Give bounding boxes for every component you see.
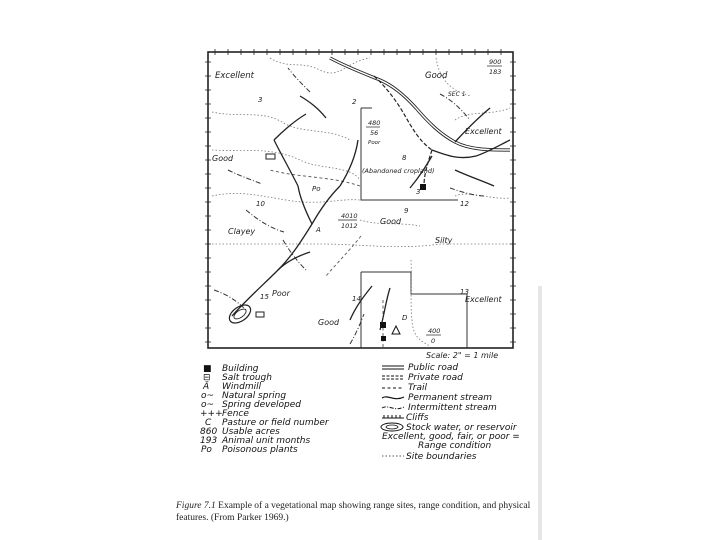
fraction-n: [366, 119, 380, 137]
svg-text:Poisonous plants: Poisonous plants: [222, 445, 298, 455]
svg-text:Building: Building: [222, 364, 259, 374]
svg-text:Public road: Public road: [408, 363, 459, 373]
legend-item: [382, 403, 497, 413]
svg-text:Permanent stream: Permanent stream: [408, 393, 493, 403]
svg-text:Salt trough: Salt trough: [222, 373, 272, 383]
svg-text:400: 400: [428, 327, 441, 335]
legend-item: [201, 445, 298, 455]
svg-text:o~: o~: [201, 391, 215, 401]
svg-text:860: 860: [200, 427, 218, 437]
map-label: Silty: [435, 236, 453, 245]
svg-text:Private road: Private road: [408, 373, 463, 383]
svg-text:183: 183: [489, 68, 502, 76]
svg-text:Spring developed: Spring developed: [222, 400, 301, 410]
map-label: Excellent: [465, 295, 502, 304]
field-number: D: [402, 314, 408, 322]
svg-text:Natural spring: Natural spring: [222, 391, 287, 401]
legend-item: [382, 363, 458, 373]
building-icon: [420, 184, 426, 190]
svg-text:C: C: [205, 418, 212, 428]
field-number: 3: [258, 96, 263, 104]
map-label: Good: [380, 217, 402, 226]
field-number: 15: [260, 293, 269, 301]
svg-text:+++: +++: [200, 409, 223, 419]
legend-item: [382, 393, 492, 403]
map-label: Poor: [272, 289, 290, 298]
svg-text:■: ■: [203, 364, 212, 374]
svg-text:Cliffs: Cliffs: [406, 413, 429, 423]
svg-text:o~: o~: [201, 400, 215, 410]
windmill-icon: [392, 326, 400, 334]
field-number: A: [316, 226, 321, 234]
svg-text:Ä: Ä: [203, 382, 210, 392]
svg-text:Animal unit months: Animal unit months: [222, 436, 311, 446]
field-number: 8: [402, 154, 407, 162]
svg-text:Trail: Trail: [408, 383, 428, 393]
map-label: Excellent: [215, 71, 254, 81]
svg-text:Excellent, good, fair, or poor: Excellent, good, fair, or poor =: [382, 432, 520, 442]
svg-text:Range condition: Range condition: [418, 441, 492, 451]
svg-text:Stock water, or reservoir: Stock water, or reservoir: [406, 423, 517, 433]
svg-text:Pasture or field number: Pasture or field number: [222, 418, 329, 428]
map-label: Clayey: [228, 227, 256, 236]
svg-text:Intermittent stream: Intermittent stream: [408, 403, 497, 413]
map-label: SEC 1: [448, 91, 466, 98]
svg-text:Po: Po: [201, 445, 212, 455]
field-number: 14: [352, 295, 361, 303]
salt-trough-icon: [256, 312, 264, 317]
svg-text:900: 900: [489, 58, 502, 66]
intermittent-streams: [214, 68, 486, 344]
svg-text:1012: 1012: [341, 222, 358, 230]
svg-text:Usable acres: Usable acres: [222, 427, 280, 437]
field-number: 12: [460, 200, 469, 208]
field-number: 3: [416, 188, 421, 196]
legend-item: [382, 452, 477, 462]
fraction-ne: [487, 58, 502, 76]
legend-item: [382, 373, 463, 383]
map-label: Good: [425, 71, 448, 81]
caption-text: Example of a vegetational map showing range sites, range condition, and physical features. (From Parker 1969.): [176, 501, 531, 523]
svg-text:0: 0: [431, 337, 436, 345]
building-icon: [380, 322, 386, 328]
svg-text:Fence: Fence: [222, 409, 249, 419]
field-number: 2: [352, 98, 357, 106]
svg-text:480: 480: [368, 119, 381, 127]
legend-item: [382, 413, 429, 423]
map-label: (Abandoned cropland): [362, 167, 435, 175]
poisonous-plants-marker: Po: [312, 185, 321, 193]
map-symbols: [256, 154, 426, 341]
svg-text:Windmill: Windmill: [222, 382, 262, 392]
svg-text:4010: 4010: [341, 212, 358, 220]
reservoir: [226, 301, 254, 326]
svg-text:⊟: ⊟: [203, 373, 211, 383]
building-icon: [381, 336, 386, 341]
fraction-s: [426, 327, 441, 345]
svg-text:Site boundaries: Site boundaries: [406, 452, 477, 462]
fraction-center: [338, 212, 358, 230]
figure-number: Figure 7.1: [176, 501, 216, 511]
map-label: Good: [212, 154, 234, 163]
legend-right: [381, 363, 520, 462]
legend-item: [418, 441, 491, 451]
field-number: 10: [256, 200, 265, 208]
legend-left: [200, 364, 330, 455]
map-label: Poor: [368, 140, 381, 146]
svg-text:193: 193: [200, 436, 218, 446]
field-number: 13: [460, 288, 469, 296]
map-label: Excellent: [465, 127, 502, 136]
legend-item: [382, 383, 428, 393]
scale-label: Scale: 2" = 1 mile: [426, 351, 499, 360]
map-label: Good: [318, 318, 340, 327]
field-number: 9: [404, 207, 409, 215]
salt-trough-icon: [266, 154, 275, 159]
svg-text:56: 56: [370, 129, 379, 137]
figure-caption: [176, 500, 556, 524]
